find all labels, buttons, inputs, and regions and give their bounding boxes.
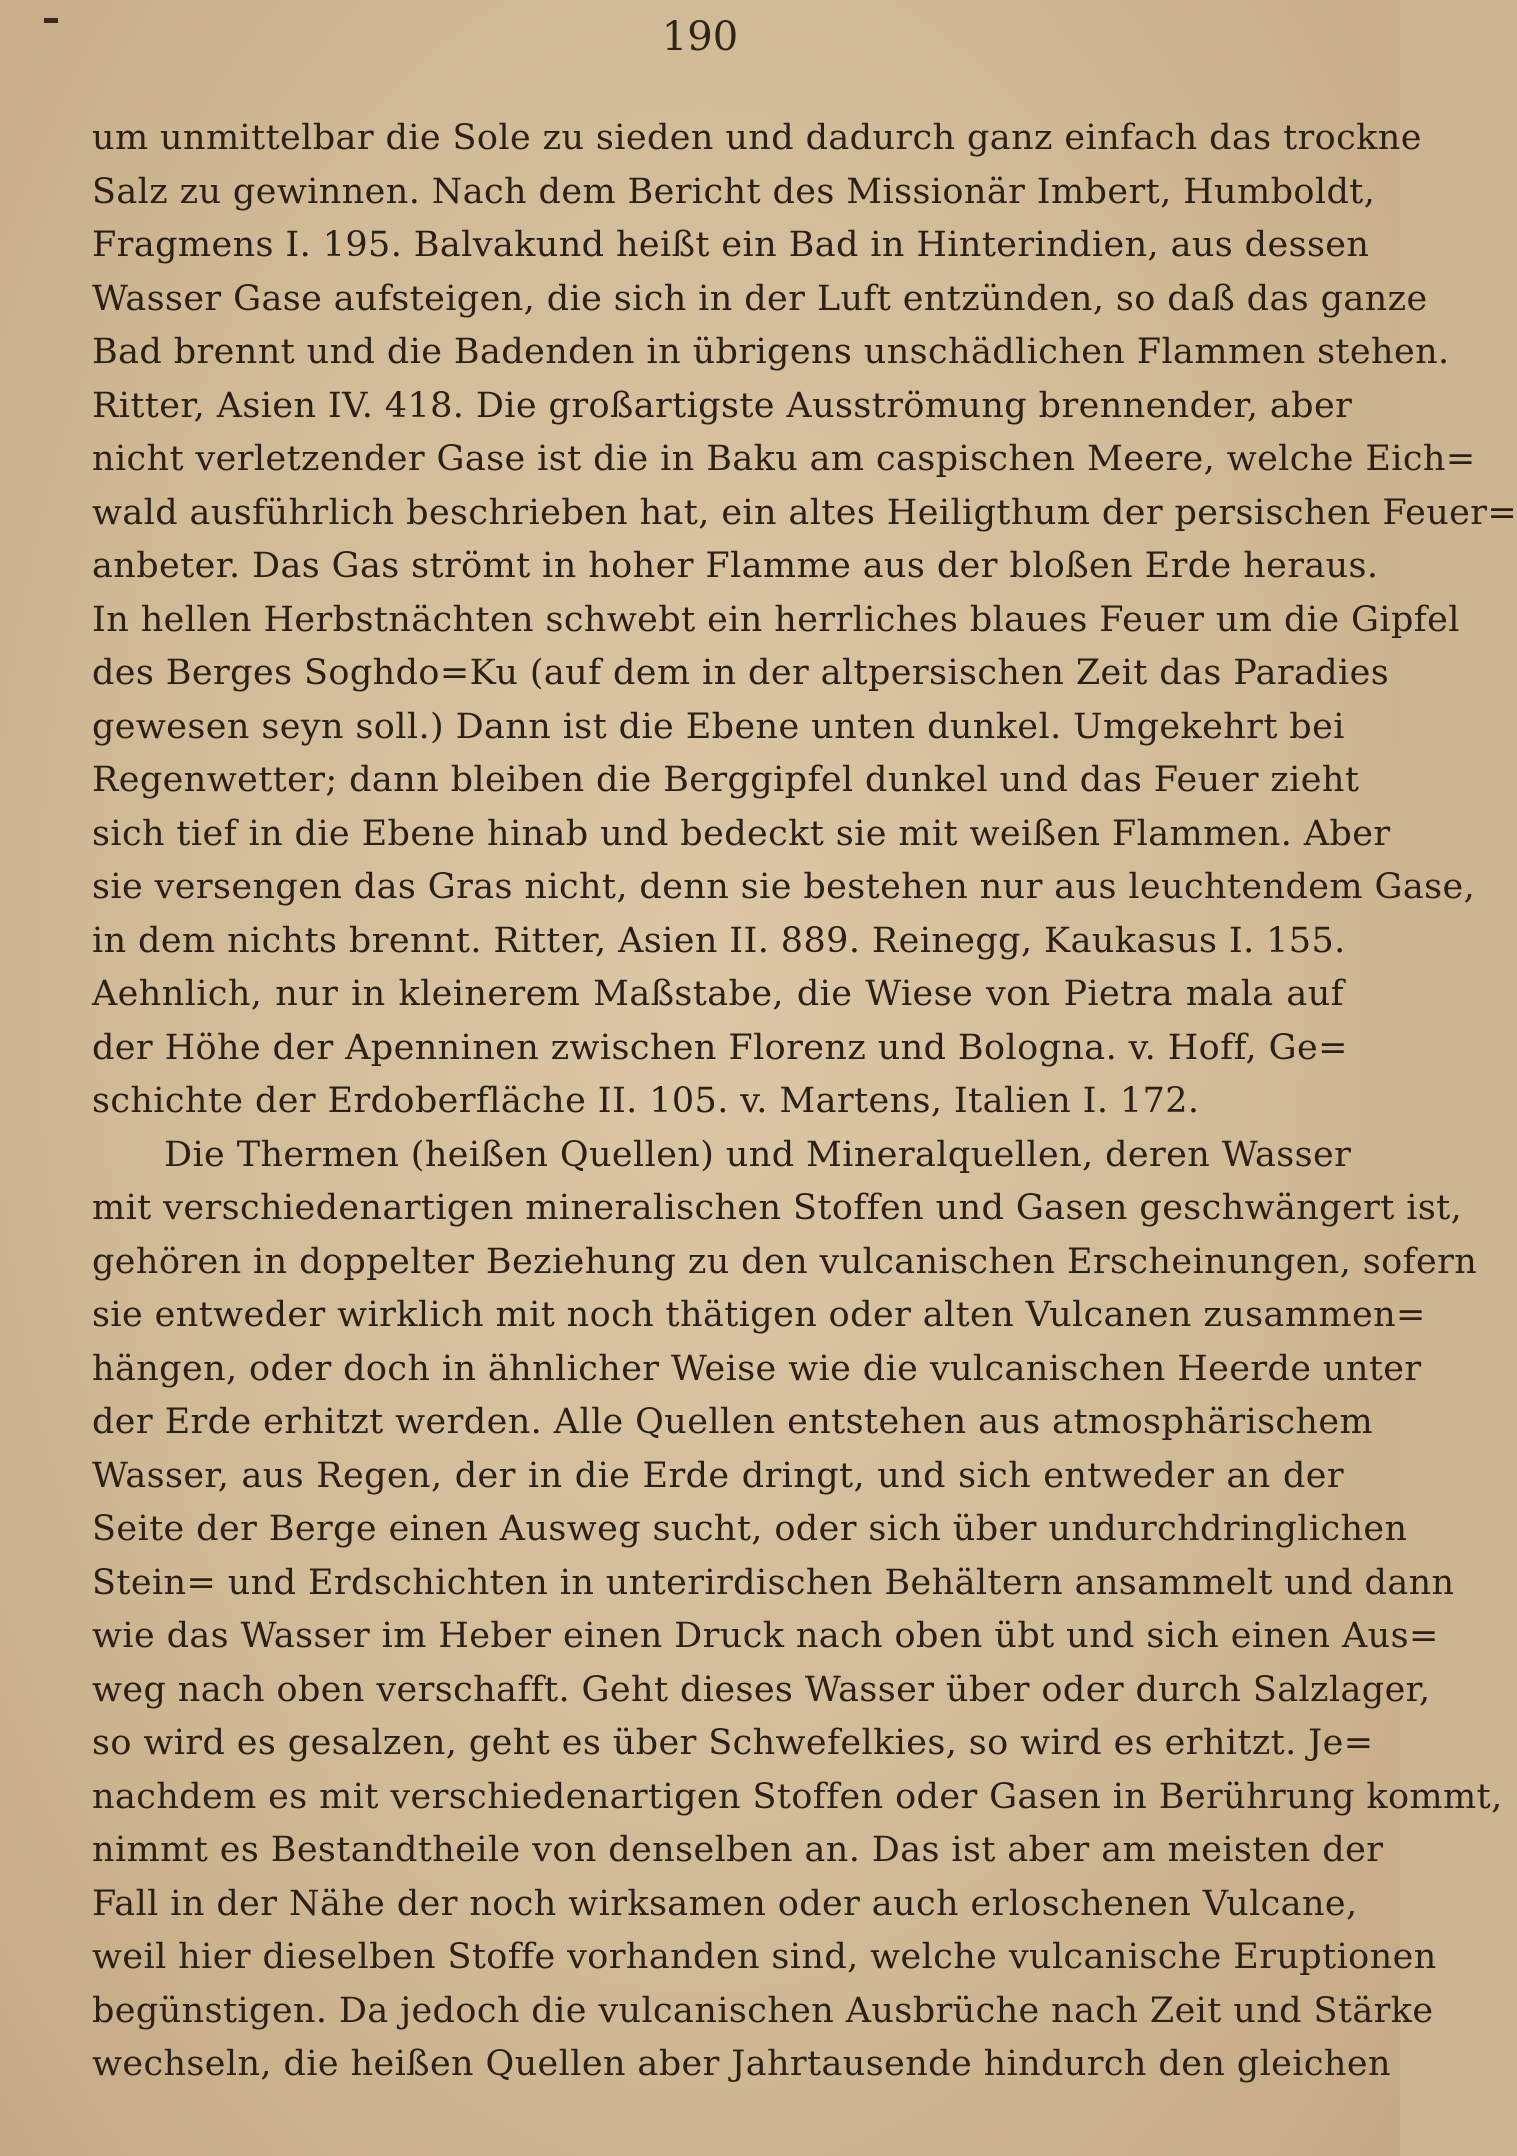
text-line: Fall in der Nähe der noch wirksamen oder auch erloschenen Vulcane, — [92, 1883, 1358, 1924]
text-line: Wasser Gase aufsteigen, die sich in der Luft entzünden, so daß das ganze — [92, 278, 1428, 319]
text-line: wechseln, die heißen Quellen aber Jahrtausende hindurch den gleichen — [92, 2044, 1391, 2084]
text-line: anbeter. Das Gas strömt in hoher Flamme aus der bloßen Erde heraus. — [92, 546, 1379, 586]
text-line: Stein= und Erdschichten in unterirdischen Behältern ansammelt und dann — [92, 1562, 1455, 1603]
text-line: Die Thermen (heißen Quellen) und Mineralquellen, deren Wasser — [164, 1134, 1352, 1175]
body-text — [92, 112, 1517, 2092]
text-line: schichte der Erdoberfläche II. 105. v. Martens, Italien I. 172. — [92, 1081, 1200, 1121]
text-line: Aehnlich, nur in kleinerem Maßstabe, die Wiese von Pietra mala auf — [92, 974, 1344, 1014]
text-line: nimmt es Bestandtheile von denselben an. Das ist aber am meisten der — [92, 1830, 1384, 1870]
text-line: Seite der Berge einen Ausweg sucht, oder sich über undurchdringlichen — [92, 1509, 1408, 1549]
text-line: so wird es gesalzen, geht es über Schwefelkies, so wird es erhitzt. Je= — [92, 1723, 1374, 1763]
text-line: des Berges Soghdo=Ku (auf dem in der altpersischen Zeit das Paradies — [92, 653, 1390, 693]
text-line: sie versengen das Gras nicht, denn sie bestehen nur aus leuchtendem Gase, — [92, 867, 1476, 907]
text-line: Fragmens I. 195. Balvakund heißt ein Bad in Hinterindien, aus dessen — [92, 225, 1370, 265]
text-line: sich tief in die Ebene hinab und bedeckt sie mit weißen Flammen. Aber — [92, 813, 1391, 854]
text-line: wie das Wasser im Heber einen Druck nach oben übt und sich einen Aus= — [92, 1616, 1439, 1656]
text-line: gewesen seyn soll.) Dann ist die Ebene unten dunkel. Umgekehrt bei — [92, 706, 1345, 747]
text-line: gehören in doppelter Beziehung zu den vulcanischen Erscheinungen, sofern — [92, 1241, 1478, 1282]
text-line: Regenwetter; dann bleiben die Berggipfel dunkel und das Feuer zieht — [92, 760, 1360, 800]
text-line: hängen, oder doch in ähnlicher Weise wie die vulcanischen Heerde unter — [92, 1348, 1422, 1389]
text-line: der Erde erhitzt werden. Alle Quellen entstehen aus atmosphärischem — [92, 1402, 1374, 1442]
text-line: Ritter, Asien IV. 418. Die großartigste Ausströmung brennender, aber — [92, 385, 1353, 426]
text-line: mit verschiedenartigen mineralischen Stoffen und Gasen geschwängert ist, — [92, 1188, 1463, 1228]
text-line: nicht verletzender Gase ist die in Baku am caspischen Meere, welche Eich= — [92, 439, 1476, 479]
text-line: um unmittelbar die Sole zu sieden und dadurch ganz einfach das trockne — [92, 118, 1422, 158]
text-line: nachdem es mit verschiedenartigen Stoffen oder Gasen in Berührung kommt, — [92, 1776, 1503, 1817]
text-line: der Höhe der Apenninen zwischen Florenz und Bologna. v. Hoff, Ge= — [92, 1027, 1348, 1068]
text-line: Wasser, aus Regen, der in die Erde dringt, und sich entweder an der — [92, 1455, 1344, 1496]
text-line: Bad brennt und die Badenden in übrigens unschädlichen Flammen stehen. — [92, 332, 1450, 372]
text-line: begünstigen. Da jedoch die vulcanischen Ausbrüche nach Zeit und Stärke — [92, 1990, 1434, 2031]
text-line: sie entweder wirklich mit noch thätigen oder alten Vulcanen zusammen= — [92, 1295, 1426, 1335]
text-line: weg nach oben verschafft. Geht dieses Wasser über oder durch Salzlager, — [92, 1669, 1431, 1710]
text-line: wald ausführlich beschrieben hat, ein altes Heiligthum der persischen Feuer= — [92, 492, 1517, 533]
page-number: 190 — [661, 14, 739, 60]
text-line: weil hier dieselben Stoffe vorhanden sind, welche vulcanische Eruptionen — [92, 1937, 1437, 1977]
text-line: Salz zu gewinnen. Nach dem Bericht des Missionär Imbert, Humboldt, — [92, 171, 1376, 212]
text-line: in dem nichts brennt. Ritter, Asien II. 889. Reinegg, Kaukasus I. 155. — [92, 920, 1346, 961]
text-line: In hellen Herbstnächten schwebt ein herrliches blaues Feuer um die Gipfel — [92, 599, 1460, 640]
